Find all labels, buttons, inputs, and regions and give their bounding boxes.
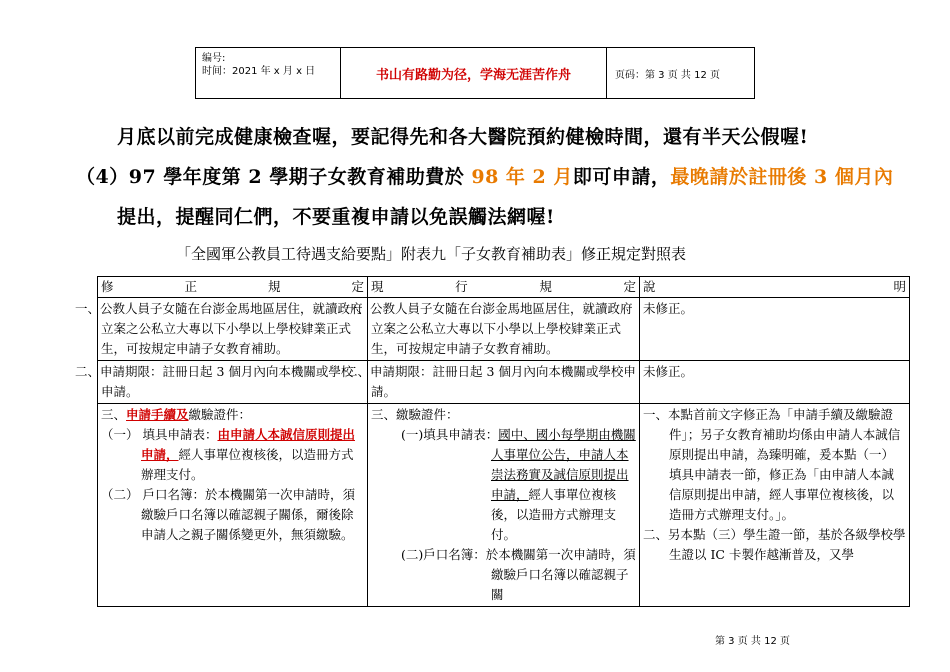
row2-note: 未修正。: [640, 361, 910, 404]
comparison-table: [75, 276, 910, 607]
row3-revised-item-1: （一） 填具申請表：由申請人本誠信原則提出申請，經人事單位複核後，以造冊方式辦理支付。: [101, 427, 355, 482]
line2-part-c: 即可申請，: [572, 166, 671, 188]
row3-note-1: 一、本點首前文字修正為「申請手續及繳驗證件」；另子女教育補助均係由申請人本誠信原則提出申請，為臻明確，爰本點（一）填具申請表一節，修正為「由申請人本誠信原則提出申請，經人事單位複核後，以造冊方式辦理支付。」。: [643, 407, 901, 522]
page-header: [195, 47, 755, 99]
row3-revised-head: 三、申請手續及繳驗證件：: [101, 407, 252, 422]
header-meta: [196, 48, 341, 98]
number-label: 编号:: [202, 53, 226, 64]
body-line-2: [76, 162, 893, 189]
table-row: [98, 404, 910, 607]
page-footer: 第 3 页 共 12 页: [715, 636, 790, 647]
table-title: 「全國軍公教員工待遇支給要點」附表九「子女教育補助表」修正規定對照表: [176, 245, 687, 263]
table-row: [98, 361, 910, 404]
row1-current: 一、公教人員子女隨在台澎金馬地區居住，就讀政府立案之公私立大專以下小學以上學校肄業正式生，可按規定申請子女教育補助。: [368, 298, 640, 361]
header-page-info: 页码：第 3 页 共 12 页: [615, 69, 720, 81]
time-label: 时间：2021 年 x 月 x 日: [202, 66, 316, 77]
row3-current-item-2: (二)戶口名簿：於本機關第一次申請時，須繳驗戶口名簿以確認親子關: [401, 547, 636, 602]
col-header-note: 說 明: [640, 277, 910, 298]
line2-part-a: （4）97 學年度第 2 學期子女教育補助費於: [76, 166, 472, 188]
table-header-row: [98, 277, 910, 298]
table-row: [98, 298, 910, 361]
row3-current-item-1: (一)填具申請表：國中、國小每學期由機關人事單位公告，申請人本崇法務實及誠信原則提出申請，經人事單位複核後，以造冊方式辦理支付。: [401, 427, 636, 542]
body-line-3: 提出，提醒同仁們，不要重複申請以免誤觸法網喔!: [117, 206, 555, 228]
row2-current: 二、申請期限：註冊日起 3 個月內向本機關或學校申請。: [368, 361, 640, 404]
row2-revised: 二、申請期限：註冊日起 3 個月內向本機關或學校申請。: [98, 361, 368, 404]
row3-revised: [98, 404, 368, 607]
row3-note-2: 二、另本點（三）學生證一節，基於各級學校學生證以 IC 卡製作越漸普及，又學: [643, 527, 906, 562]
row1-revised: 一、公教人員子女隨在台澎金馬地區居住，就讀政府立案之公私立大專以下小學以上學校肄業正式生，可按規定申請子女教育補助。: [98, 298, 368, 361]
row3-revised-item-2: （二） 戶口名簿：於本機關第一次申請時，須繳驗戶口名簿以確認親子關係，爾後除申請人之親子關係變更外，無須繳驗。: [101, 487, 355, 542]
row1-note: 未修正。: [640, 298, 910, 361]
row3-current: [368, 404, 640, 607]
header-motto: 书山有路勤为径，学海无涯苦作舟: [341, 48, 607, 98]
line2-deadline: 最晚請於註冊後 3 個月內: [670, 166, 894, 188]
body-line-1: 月底以前完成健康檢查喔，要記得先和各大醫院預約健檢時間，還有半天公假喔!: [117, 126, 809, 148]
col-header-current: 現 行 規 定: [368, 277, 640, 298]
col-header-revised: 修 正 規 定: [98, 277, 368, 298]
row3-current-head: 三、繳驗證件：: [371, 407, 459, 422]
row3-note: [640, 404, 910, 607]
line2-date: 98 年 2 月: [471, 166, 573, 188]
